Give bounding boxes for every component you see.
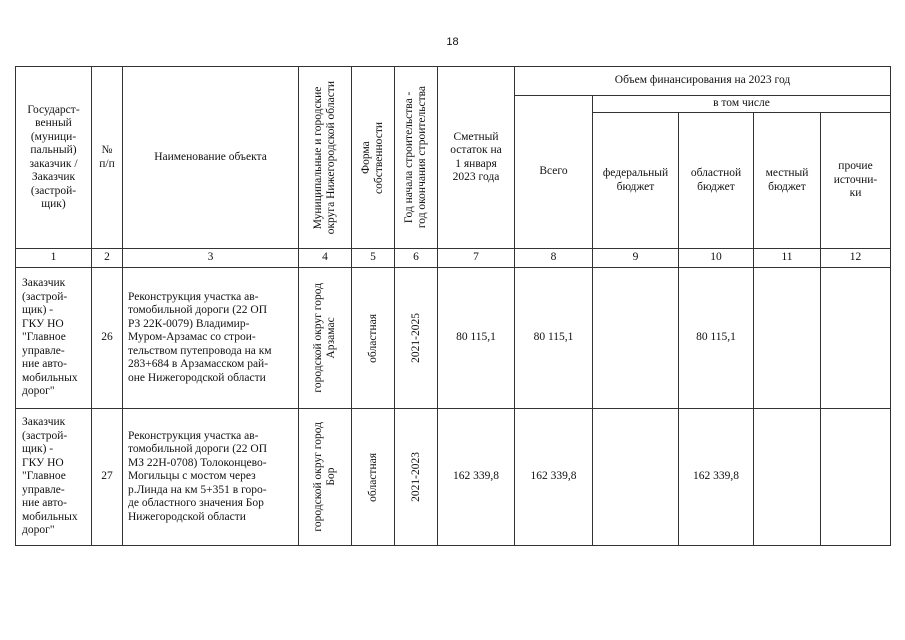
row-local (754, 409, 821, 546)
row-municipality: городской округ город Бор (299, 409, 352, 546)
row-balance: 80 115,1 (438, 268, 515, 409)
row-federal (593, 268, 679, 409)
row-years: 2021-2023 (395, 409, 438, 546)
row-object: Реконструкция участка ав- томобильной дороги (22 ОП РЗ 22К-0079) Владимир- Муром-Арзамас со строи- тельством путепровода на км 283+684 в Арзамасском рай- оне Нижегородской области (123, 268, 299, 409)
column-number: 3 (123, 249, 299, 268)
header-federal: федеральный бюджет (593, 113, 679, 249)
row-regional: 80 115,1 (679, 268, 754, 409)
header-municipality: Муниципальные и городские округа Нижегородской области (299, 67, 352, 249)
row-customer: Заказчик (застрой- щик) - ГКУ НО "Главное управле- ние авто- мобильных дорог" (16, 409, 92, 546)
row-balance: 162 339,8 (438, 409, 515, 546)
header-total: Всего (515, 96, 593, 249)
column-number-row (16, 249, 891, 268)
row-federal (593, 409, 679, 546)
header-other: прочие источни- ки (821, 113, 891, 249)
row-no: 26 (92, 268, 123, 409)
column-number: 5 (352, 249, 395, 268)
header-local: местный бюджет (754, 113, 821, 249)
column-number: 2 (92, 249, 123, 268)
header-ownership: Форма собственности (352, 67, 395, 249)
column-number: 7 (438, 249, 515, 268)
row-other (821, 409, 891, 546)
row-total: 162 339,8 (515, 409, 593, 546)
row-total: 80 115,1 (515, 268, 593, 409)
row-other (821, 268, 891, 409)
row-ownership: областная (352, 268, 395, 409)
table-row (16, 409, 891, 546)
row-ownership: областная (352, 409, 395, 546)
row-local (754, 268, 821, 409)
column-number: 12 (821, 249, 891, 268)
row-municipality: городской округ город Арзамас (299, 268, 352, 409)
header-regional: областной бюджет (679, 113, 754, 249)
column-number: 10 (679, 249, 754, 268)
header-financing: Объем финансирования на 2023 год (515, 67, 891, 96)
row-customer: Заказчик (застрой- щик) - ГКУ НО "Главное управле- ние авто- мобильных дорог" (16, 268, 92, 409)
header-customer: Государст- венный (муници- пальный) заказчик / Заказчик (застрой- щик) (16, 67, 92, 249)
row-regional: 162 339,8 (679, 409, 754, 546)
row-object: Реконструкция участка ав- томобильной дороги (22 ОП МЗ 22Н-0708) Толоконцево- Могильцы с мостом через р.Линда на км 5+351 в горо- де областного значения Бор Нижегородской области (123, 409, 299, 546)
header-years: Год начала строительства - год окончания строительства (395, 67, 438, 249)
header-estimated-balance: Сметный остаток на 1 января 2023 года (438, 67, 515, 249)
financing-table (15, 66, 891, 546)
header-including: в том числе (593, 96, 891, 113)
column-number: 9 (593, 249, 679, 268)
column-number: 4 (299, 249, 352, 268)
row-years: 2021-2025 (395, 268, 438, 409)
header-object-name: Наименование объекта (123, 67, 299, 249)
column-number: 1 (16, 249, 92, 268)
column-number: 8 (515, 249, 593, 268)
row-no: 27 (92, 409, 123, 546)
column-number: 6 (395, 249, 438, 268)
page-number: 18 (446, 36, 459, 48)
table-row (16, 268, 891, 409)
header-row-no: № п/п (92, 67, 123, 249)
column-number: 11 (754, 249, 821, 268)
